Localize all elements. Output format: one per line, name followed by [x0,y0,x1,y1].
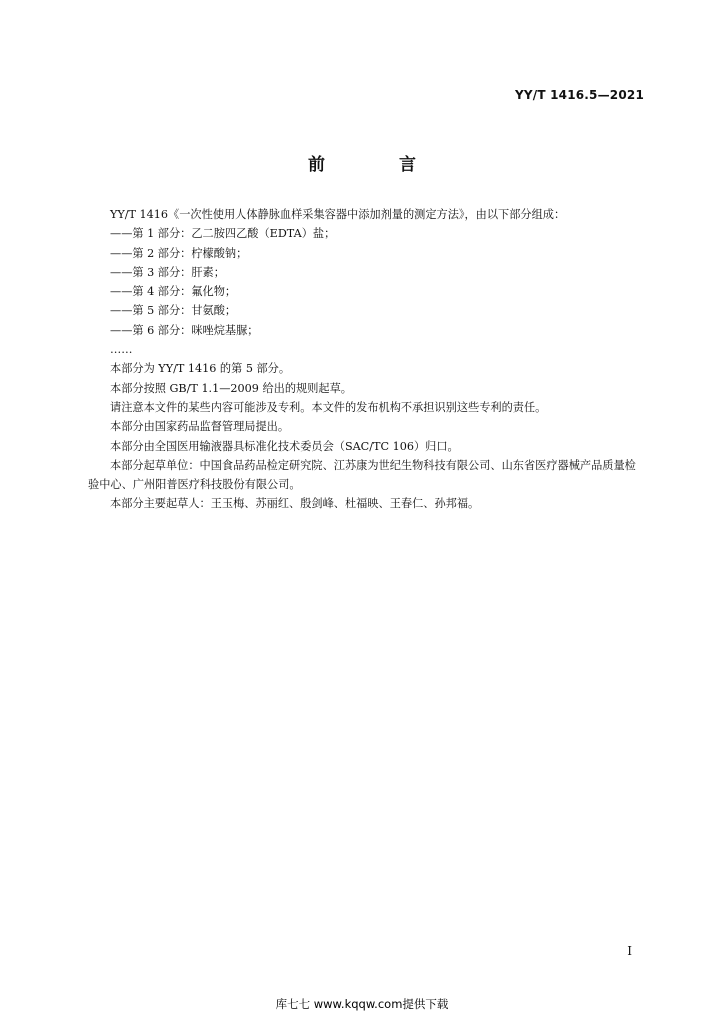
paragraph-drafting-units: 本部分起草单位：中国食品药品检定研究院、江苏康为世纪生物科技有限公司、山东省医疗器械产品质量检验中心、广州阳普医疗科技股份有限公司。 [88,458,636,492]
list-item-part-3: ——第 3 部分：肝素； [110,265,225,279]
paragraph-drafting-rules: 本部分按照 GB/T 1.1—2009 给出的规则起草。 [110,381,352,395]
paragraph-patent-notice: 请注意本文件的某些内容可能涉及专利。本文件的发布机构不承担识别这些专利的责任。 [110,400,547,414]
page-number: I [627,944,632,958]
paragraph-proposer: 本部分由国家药品监督管理局提出。 [110,420,290,434]
paragraph-intro: YY/T 1416《一次性使用人体静脉血样采集容器中添加剂量的测定方法》，由以下部分组成： [110,208,566,221]
download-footer: 库七七 www.kqqw.com提供下载 [275,997,449,1011]
paragraph-part-statement: 本部分为 YY/T 1416 的第 5 部分。 [110,362,291,376]
list-item-part-5: ——第 5 部分：甘氨酸； [110,304,237,318]
foreword-body [88,205,636,514]
list-item-part-6: ——第 6 部分：咪唑烷基脲； [110,323,259,337]
list-item-part-1: ——第 1 部分：乙二胺四乙酸（EDTA）盐； [110,227,336,241]
paragraph-committee: 本部分由全国医用输液器具标准化技术委员会（SAC/TC 106）归口。 [110,439,459,453]
paragraph-drafters: 本部分主要起草人：王玉梅、苏丽红、殷剑峰、杜福映、王春仁、孙邦福。 [110,497,480,511]
document-code: YY/T 1416.5—2021 [514,88,644,102]
list-ellipsis: …… [110,343,133,357]
list-item-part-4: ——第 4 部分：氟化物； [110,285,237,299]
page-title: 前 言 [308,155,450,175]
list-item-part-2: ——第 2 部分：柠檬酸钠； [110,246,248,260]
